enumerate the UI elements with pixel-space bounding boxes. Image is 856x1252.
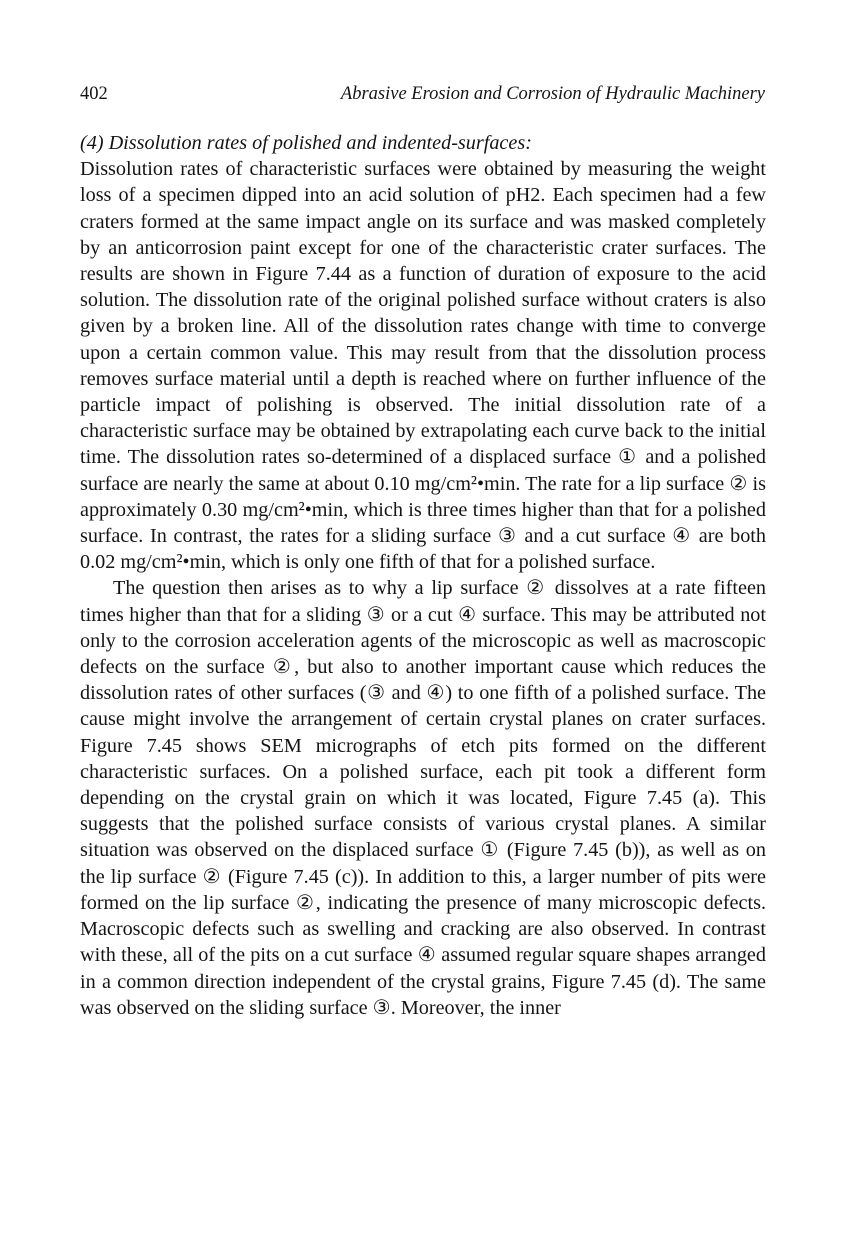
paragraph-2: The question then arises as to why a lip surface ② dissolves at a rate fifteen times higher than that for a sliding ③ or a cut ④ surface. This may be attributed not only to the corrosion acceleration agents of the microscopic as well as macroscopic defects on the surface ②, but also to another important cause which reduces the dissolution rates of other surfaces (③ and ④) to one fifth of a polished surface. The cause might involve the arrangement of certain crystal planes on crater surfaces. Figure 7.45 shows SEM micrographs of etch pits formed on the different characteristic surfaces. On a polished surface, each pit took a different form depending on the crystal grain on which it was located, Figure 7.45 (a). This suggests that the polished surface consists of various crystal planes. A similar situation was observed on the displaced surface ① (Figure 7.45 (b)), as well as on the lip surface ② (Figure 7.45 (c)). In addition to this, a larger number of pits were formed on the lip surface ②, indicating the presence of many microscopic defects. Macroscopic defects such as swelling and cracking are also observed. In contrast with these, all of the pits on a cut surface ④ assumed regular square shapes arranged in a common direction independent of the crystal grains, Figure 7.45 (d). The same was observed on the sliding surface ③. Moreover, the inner — [80, 577, 766, 1019]
page-number: 402 — [80, 84, 108, 104]
running-title: Abrasive Erosion and Corrosion of Hydraulic Machinery — [340, 84, 765, 104]
page-header — [80, 84, 765, 105]
paragraph-1: Dissolution rates of characteristic surfaces were obtained by measuring the weight loss of a specimen dipped into an acid solution of pH2. Each specimen had a few craters formed at the same impact angle on its surface and was masked completely by an anticorrosion paint except for one of the characteristic crater surfaces. The results are shown in Figure 7.44 as a function of duration of exposure to the acid solution. The dissolution rate of the original polished surface without craters is also given by a broken line. All of the dissolution rates change with time to converge upon a certain common value. This may result from that the dissolution process removes surface material until a depth is reached where on further influence of the particle impact of polishing is observed. The initial dissolution rate of a characteristic surface may be obtained by extrapolating each curve back to the initial time. The dissolution rates so-determined of a displaced surface ① and a polished surface are nearly the same at about 0.10 mg/cm²•min. The rate for a lip surface ② is approximately 0.30 mg/cm²•min, which is three times higher than that for a polished surface. In contrast, the rates for a sliding surface ③ and a cut surface ④ are both 0.02 mg/cm²•min, which is only one fifth of that for a polished surface. — [80, 158, 766, 574]
section-heading: (4) Dissolution rates of polished and indented-surfaces: — [80, 132, 532, 154]
body-text — [80, 130, 766, 1021]
